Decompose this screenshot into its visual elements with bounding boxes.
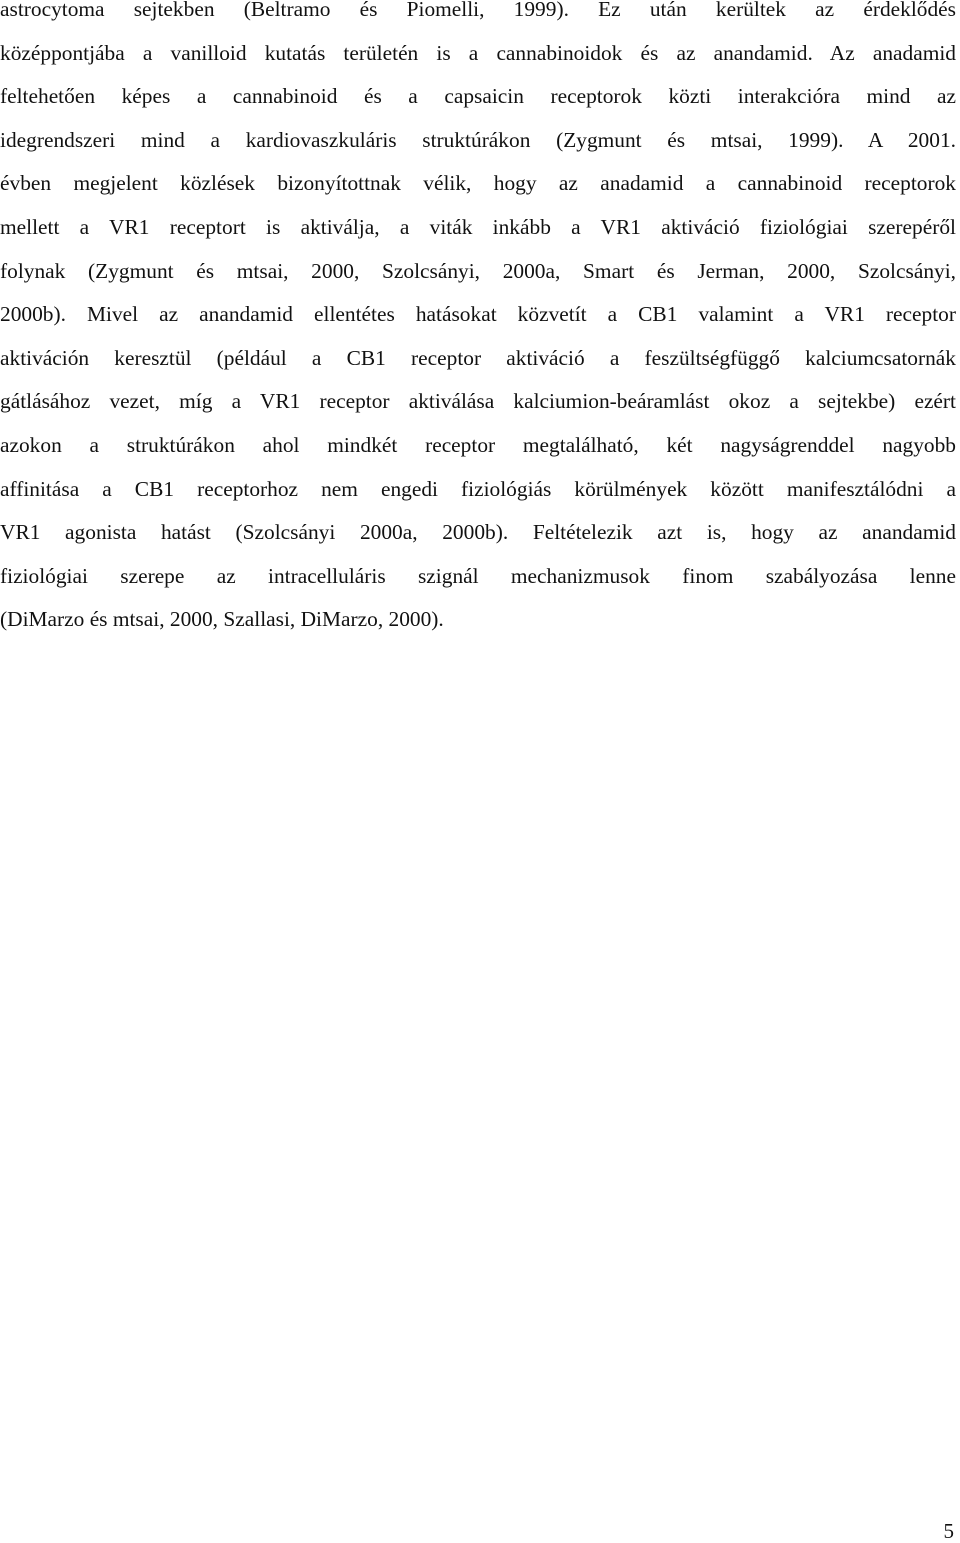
body-paragraph [0,0,956,642]
text-line: mellett a VR1 receptort is aktiválja, a viták inkább a VR1 aktiváció fiziológiai szerepéről [0,214,956,239]
text-line: középpontjába a vanilloid kutatás területén is a cannabinoidok és az anandamid. Az anadamid [0,40,956,65]
text-line: feltehetően képes a cannabinoid és a capsaicin receptorok közti interakcióra mind az [0,84,956,109]
text-line: idegrendszeri mind a kardiovaszkuláris struktúrákon (Zygmunt és mtsai, 1999). A 2001. [0,127,956,152]
text-line: affinitása a CB1 receptorhoz nem engedi fiziológiás körülmények között manifesztálódni a [0,476,956,501]
text-line: azokon a struktúrákon ahol mindkét receptor megtalálható, két nagyságrenddel nagyobb [0,432,956,457]
text-line: aktiváción keresztül (például a CB1 receptor aktiváció a feszültségfüggő kalciumcsatornák [0,345,956,370]
text-line: gátlásához vezet, míg a VR1 receptor aktiválása kalciumion-beáramlást okoz a sejtekbe) ezért [0,389,956,414]
text-line: astrocytoma sejtekben (Beltramo és Piomelli, 1999). Ez után kerültek az érdeklődés [0,0,956,21]
text-line: folynak (Zygmunt és mtsai, 2000, Szolcsányi, 2000a, Smart és Jerman, 2000, Szolcsányi, [0,258,956,283]
text-line: (DiMarzo és mtsai, 2000, Szallasi, DiMarzo, 2000). [0,607,444,632]
page-number: 5 [943,1519,954,1543]
text-line: 2000b). Mivel az anandamid ellentétes hatásokat közvetít a CB1 valamint a VR1 receptor [0,302,956,327]
text-line: VR1 agonista hatást (Szolcsányi 2000a, 2000b). Feltételezik azt is, hogy az anandamid [0,520,956,545]
text-line: évben megjelent közlések bizonyítottnak vélik, hogy az anadamid a cannabinoid receptorok [0,171,956,196]
text-line: fiziológiai szerepe az intracelluláris szignál mechanizmusok finom szabályozása lenne [0,563,956,588]
